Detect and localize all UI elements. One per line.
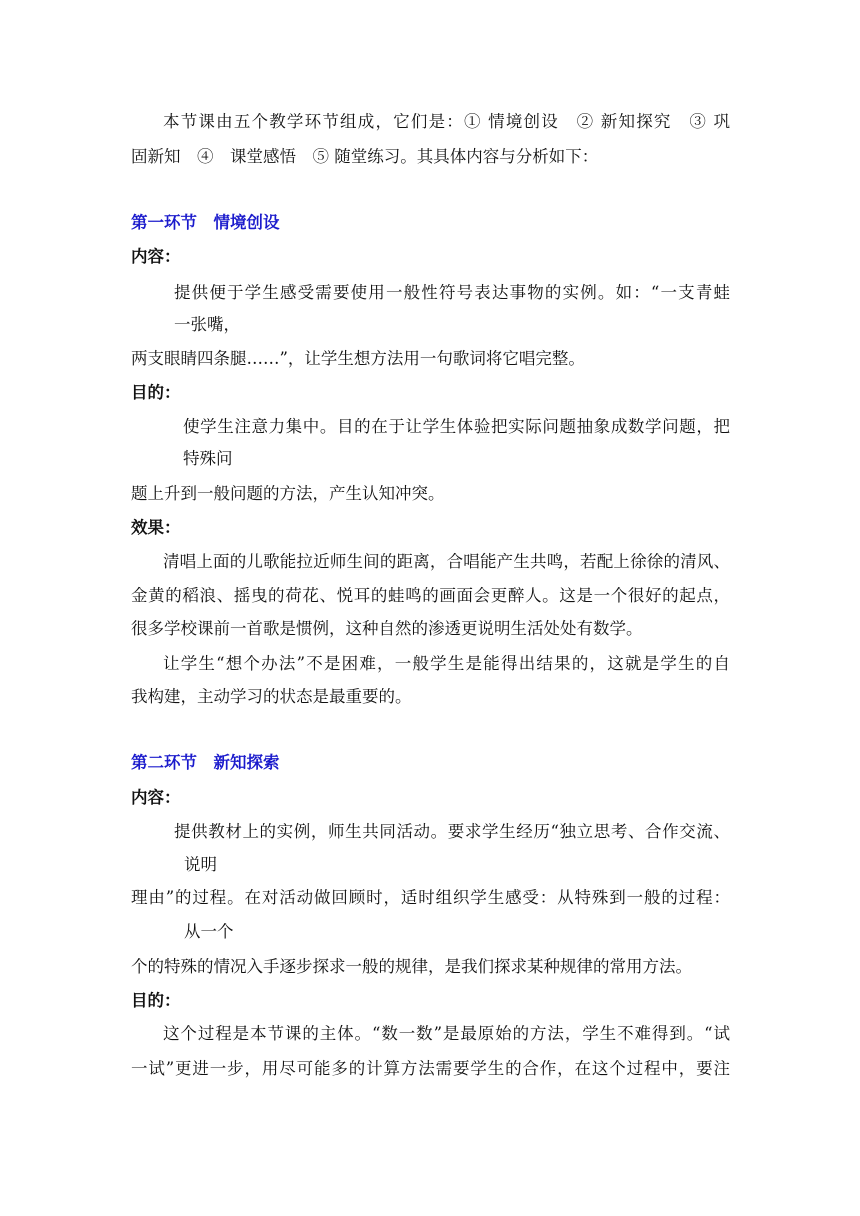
section1-heading: 第一环节 情境创设	[131, 213, 280, 232]
section2-purpose-line-1: 这个过程是本节课的主体。“数一数”是最原始的方法，学生不难得到。“试	[163, 1024, 730, 1043]
section1-effect-line-3: 很多学校课前一首歌是惯例，这种自然的渗透更说明生活处处有数学。	[131, 619, 643, 638]
section1-content-line-1: 提供便于学生感受需要使用一般性符号表达事物的实例。如：“一支青蛙	[174, 283, 730, 302]
section1-content-line-3: 两支眼睛四条腿……”，让学生想方法用一句歌词将它唱完整。	[131, 349, 585, 368]
section2-content-line-1: 提供教材上的实例，师生共同活动。要求学生经历“独立思考、合作交流、	[174, 822, 730, 841]
section1-effect-line-2: 金黄的稻浪、摇曳的荷花、悦耳的蛙鸣的画面会更醉人。这是一个很好的起点，	[131, 586, 730, 605]
intro-line-2: 固新知 ④ 课堂感悟 ⑤ 随堂练习。其具体内容与分析如下：	[131, 147, 599, 166]
section2-content-label: 内容：	[131, 788, 181, 807]
section1-purpose-label: 目的：	[131, 383, 181, 402]
section2-content-line-5: 个的特殊的情况入手逐步探求一般的规律，是我们探求某种规律的常用方法。	[131, 957, 692, 976]
section1-purpose-line-2: 特殊问	[183, 449, 233, 468]
section1-effect-line-1: 清唱上面的儿歌能拉近师生间的距离，合唱能产生共鸣，若配上徐徐的清风、	[163, 552, 730, 571]
section1-purpose-line-3: 题上升到一般问题的方法，产生认知冲突。	[131, 484, 445, 503]
intro-line-1: 本节课由五个教学环节组成，它们是：① 情境创设 ② 新知探究 ③ 巩	[163, 112, 730, 131]
section2-heading: 第二环节 新知探索	[131, 753, 280, 772]
section1-effect-line-5: 我构建，主动学习的状态是最重要的。	[131, 687, 412, 706]
section1-effect-line-4: 让学生“想个办法”不是困难，一般学生是能得出结果的，这就是学生的自	[163, 654, 730, 673]
section2-content-line-3: 理由”的过程。在对活动做回顾时，适时组织学生感受：从特殊到一般的过程：	[131, 888, 730, 907]
section1-purpose-line-1: 使学生注意力集中。目的在于让学生体验把实际问题抽象成数学问题，把	[183, 417, 730, 436]
section2-purpose-line-2: 一试”更进一步，用尽可能多的计算方法需要学生的合作，在这个过程中，要注	[131, 1059, 730, 1078]
section2-content-line-4: 从一个	[184, 922, 234, 941]
section1-effect-label: 效果：	[131, 518, 181, 537]
section1-content-line-2: 一张嘴，	[174, 315, 240, 334]
section1-content-label: 内容：	[131, 247, 181, 266]
section2-content-line-2: 说明	[184, 855, 217, 874]
section2-purpose-label: 目的：	[131, 991, 181, 1010]
